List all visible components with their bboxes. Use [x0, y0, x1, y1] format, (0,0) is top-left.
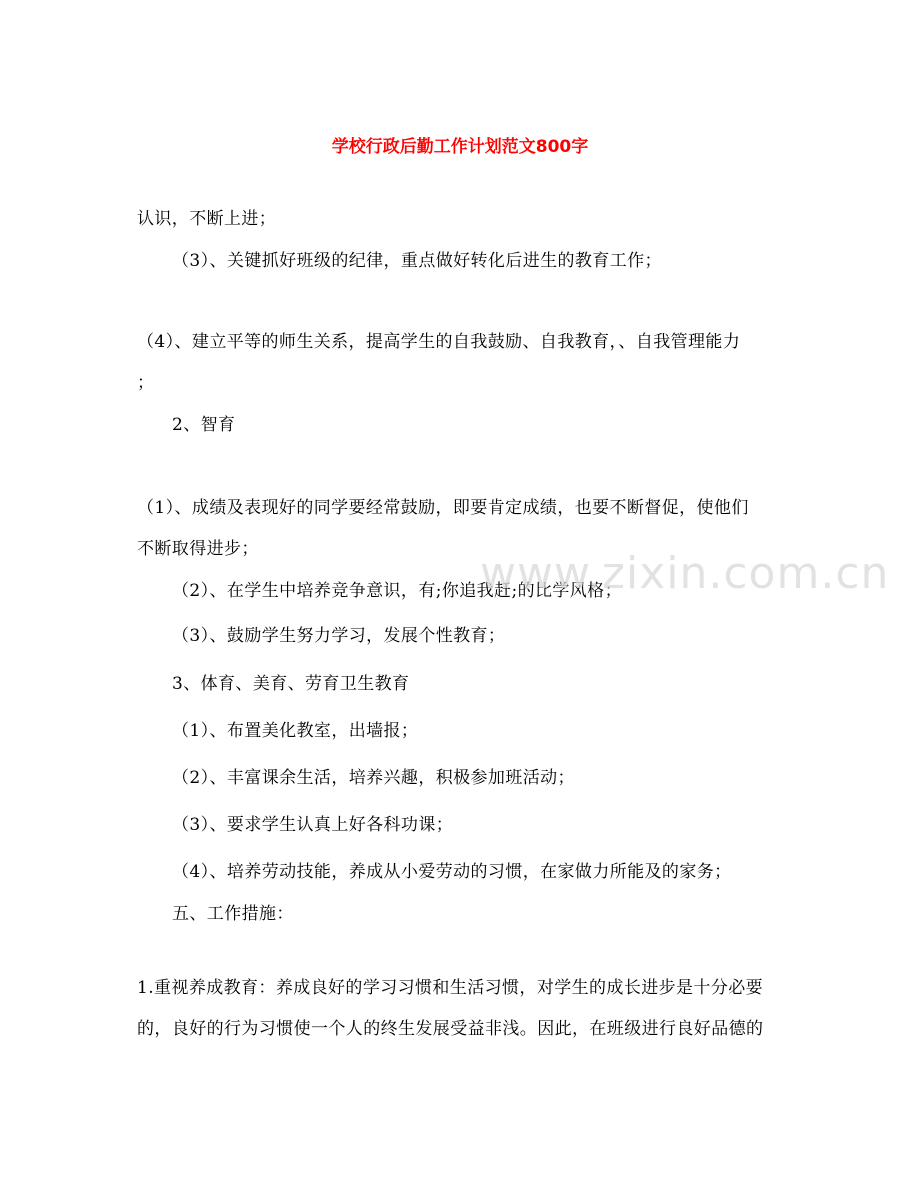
text-line: （2）、在学生中培养竞争意识，有;你追我赶;的比学风格；: [172, 581, 622, 601]
text-line: 3、体育、美育、劳育卫生教育: [172, 674, 410, 694]
text-line: （4）、建立平等的师生关系，提高学生的自我鼓励、自我教育，、自我管理能力: [137, 332, 741, 352]
text-line: 不断取得进步；: [137, 539, 259, 559]
text-line: （3）、要求学生认真上好各科功课；: [172, 815, 454, 835]
watermark: www.zixin.com.cn: [480, 548, 890, 599]
text-line: （2）、丰富课余生活，培养兴趣，积极参加班活动；: [172, 768, 575, 788]
text-line: 认识，不断上进；: [137, 209, 277, 229]
text-line: （1）、成绩及表现好的同学要经常鼓励，即要肯定成绩，也要不断督促，使他们: [137, 498, 749, 518]
text-line: （4）、培养劳动技能，养成从小爱劳动的习惯，在家做力所能及的家务；: [172, 862, 732, 882]
text-line: （3）、鼓励学生努力学习，发展个性教育；: [172, 626, 506, 646]
text-line: 2、智育: [172, 415, 236, 435]
text-line: 五、工作措施：: [172, 904, 294, 924]
text-line: 的，良好的行为习惯使一个人的终生发展受益非浅。因此，在班级进行良好品德的: [137, 1019, 764, 1039]
text-line: ；: [137, 373, 155, 393]
document-title: 学校行政后勤工作计划范文800字: [331, 137, 589, 157]
text-line: （1）、布置美化教室，出墙报；: [172, 721, 419, 741]
text-line: （3）、关键抓好班级的纪律，重点做好转化后进生的教育工作；: [172, 251, 662, 271]
text-line: 1.重视养成教育：养成良好的学习习惯和生活习惯，对学生的成长进步是十分必要: [137, 978, 764, 998]
